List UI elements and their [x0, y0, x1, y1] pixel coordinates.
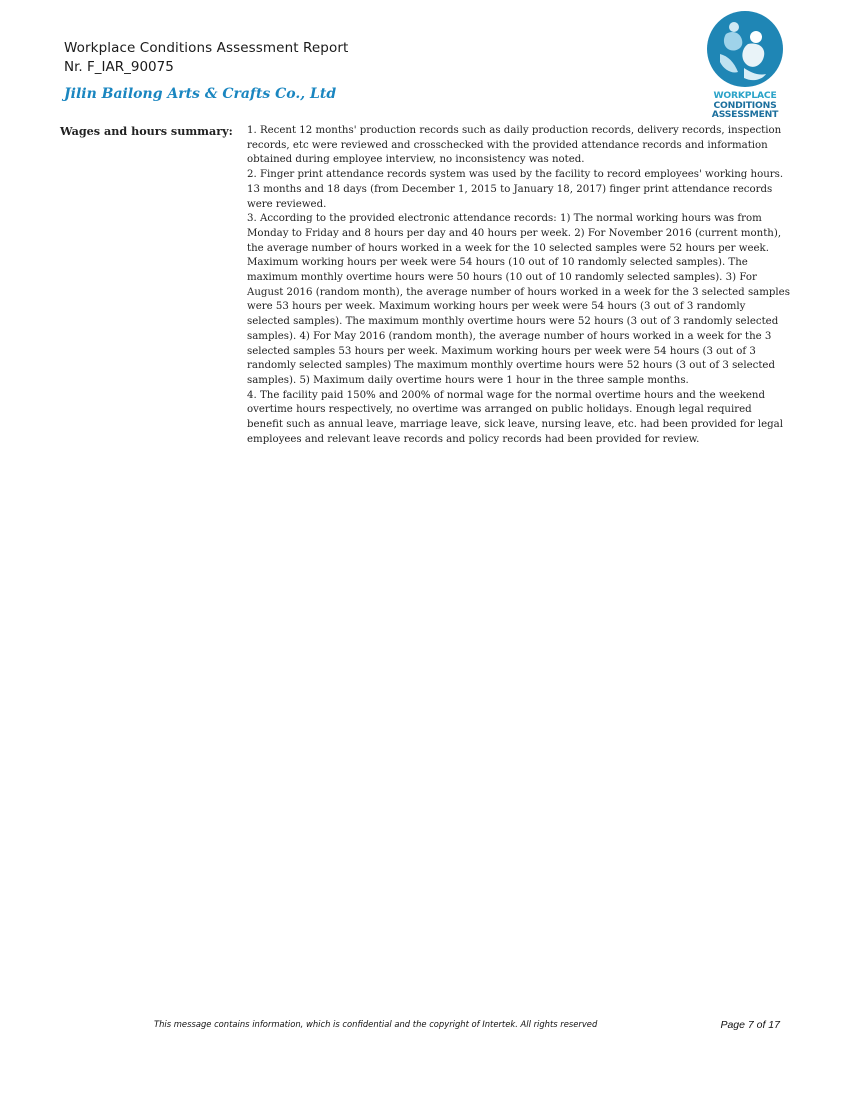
wages-hours-summary-body: [247, 124, 790, 447]
summary-paragraph-4: 4. The facility paid 150% and 200% of normal wage for the normal overtime hours and the weekend overtime hours respectively, no overtime was arranged on public holidays. Enough legal required benefit such as annual leave, marriage leave, sick leave, nursing leave, etc. had been provided for legal employees and relevant leave records and policy records had been provided for review.: [247, 389, 783, 445]
summary-paragraph-2: 2. Finger print attendance records system was used by the facility to record employees' working hours. 13 months and 18 days (from December 1, 2015 to January 18, 2017) finger print attendance records were reviewed.: [247, 169, 784, 210]
section-label-wages-hours: Wages and hours summary:: [60, 124, 233, 138]
footer-confidential-note: This message contains information, which is confidential and the copyright of Intertek. All rights reserved: [154, 1019, 598, 1029]
company-name: Jilin Bailong Arts & Crafts Co., Ltd: [64, 86, 337, 102]
logo-text-line-3: ASSESSMENT: [711, 109, 779, 121]
summary-paragraph-3: 3. According to the provided electronic attendance records: 1) The normal working hours was from Monday to Friday and 8 hours per day and 40 hours per week. 2) For November 2016 (current month), the average number of hours worked in a week for the 10 selected samples were 52 hours per week. Maximum working hours per week were 54 hours (10 out of 10 randomly selected samples). The maximum monthly overtime hours were 50 hours (10 out of 10 randomly selected samples). 3) For August 2016 (random month), the average number of hours worked in a week for the 3 selected samples were 53 hours per week. Maximum working hours per week were 54 hours (3 out of 3 randomly selected samples). The maximum monthly overtime hours were 52 hours (3 out of 3 randomly selected samples). 4) For May 2016 (random month), the average number of hours worked in a week for the 3 selected samples 53 hours per week. Maximum working hours per week were 54 hours (3 out of 3 randomly selected samples) The maximum monthly overtime hours were 52 hours (3 out of 3 selected samples). 5) Maximum daily overtime hours were 1 hour in the three sample months.: [247, 213, 790, 386]
report-title: Workplace Conditions Assessment Report: [64, 40, 349, 56]
logo-text-line-2: CONDITIONS: [713, 99, 777, 111]
logo-text: [704, 91, 786, 120]
footer-page-number: Page 7 of 17: [720, 1019, 780, 1031]
report-number: Nr. F_IAR_90075: [64, 59, 174, 75]
logo-figure-head-1: [729, 22, 739, 32]
summary-paragraph-1: 1. Recent 12 months' production records such as daily production records, delivery records, inspection records, etc were reviewed and crosschecked with the provided attendance records and information obtained during employee interview, no inconsistency was noted.: [247, 125, 782, 166]
logo-text-line-1: WORKPLACE: [713, 90, 777, 101]
logo-figure-head-2: [750, 31, 762, 43]
